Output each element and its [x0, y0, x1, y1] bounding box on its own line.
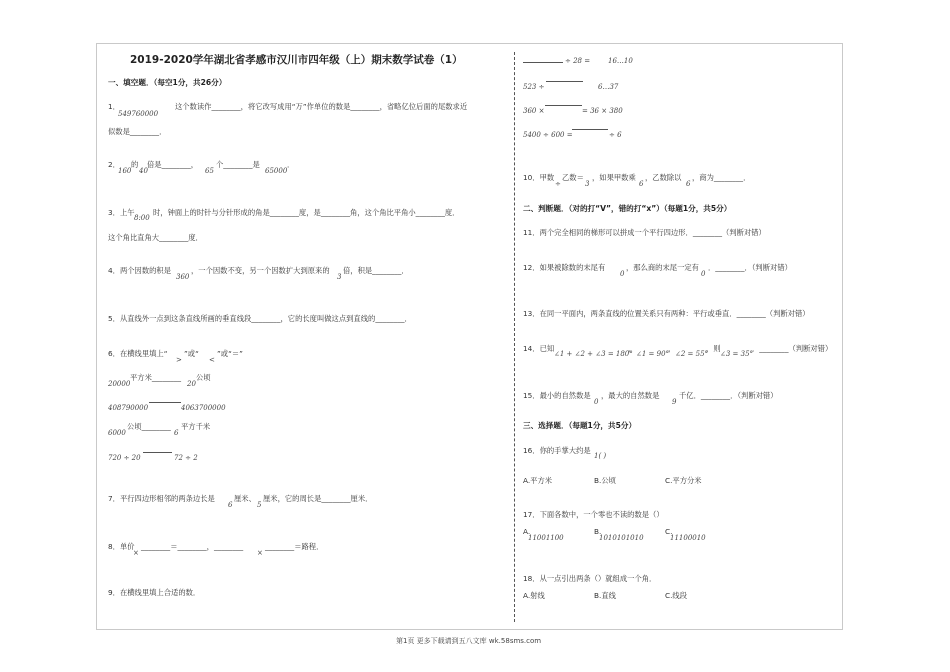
q10-math-div: ÷ — [555, 180, 561, 188]
question-13: 13．在同一平面内，两条直线的位置关系只有两种：平行或垂直．________（判断对错） — [523, 309, 810, 318]
q4-text-a: 4．两个因数的积是 — [108, 266, 172, 275]
q12-text-a: 12．如果被除数的末尾有 — [523, 263, 606, 272]
q15-text-c: 千亿．________．（判断对错） — [679, 391, 778, 400]
q10-text-d: ，乙数除以 — [645, 173, 682, 182]
q2-text-b: 倍是________， — [147, 160, 199, 169]
q7-text-c: 厘米，它的周长是________厘米． — [263, 494, 373, 503]
q10-text-c: ，如果甲数乘 — [592, 173, 636, 182]
q1-number: 1． — [108, 102, 120, 111]
q6-row4-blank — [143, 452, 172, 453]
q8-text-c: ________＝路程． — [265, 542, 324, 551]
q16-option-c[interactable]: C.平方分米 — [665, 476, 702, 485]
q10-text-b: 乙数＝ — [562, 173, 584, 182]
q12-math-0b: 0 — [701, 270, 706, 278]
q2-text-a: 的 — [131, 160, 139, 169]
q3-text-line2: 这个角比直角大________度． — [108, 233, 203, 242]
q6-text-a: 6．在横线里填上“ — [108, 349, 168, 358]
q2-text-c: 个________是 — [216, 160, 260, 169]
q17-option-a[interactable]: A. — [523, 527, 531, 536]
q9-row4-left: 5400 ÷ 600 = — [523, 131, 573, 139]
q10-math-6b: 6 — [686, 180, 691, 188]
q2-math-65000: 65000 — [265, 167, 288, 175]
q4-text-c: 倍，积是________． — [343, 266, 409, 275]
q9-row1-blank — [523, 62, 563, 63]
question-11: 11．两个完全相同的梯形可以拼成一个平行四边形．________（判断对错） — [523, 228, 766, 237]
page-footer: 第1页 更多下载请到五八文库 wk.58sms.com — [396, 637, 542, 645]
q14-text-e: ．________（判断对错） — [752, 344, 833, 353]
q7-math-6: 6 — [228, 501, 233, 509]
q6-row3-text: 公顷________ — [127, 422, 171, 431]
section-true-false: 二、判断题．（对的打“V”，错的打“x”）（每题1分，共5分） — [523, 204, 732, 213]
q3-math-time: 8:00 — [134, 214, 150, 222]
q6-row1-value: 20000 — [108, 380, 131, 388]
q12-text-b: ，那么商的末尾一定有 — [626, 263, 699, 272]
q9-row3-left: 360 × — [523, 107, 545, 115]
q4-math-3: 3 — [337, 273, 342, 281]
q2-math-160: 160 — [118, 167, 132, 175]
q6-symbol-less: < — [209, 356, 215, 364]
q14-text-d: ，则 — [706, 344, 721, 353]
q4-text-b: ，一个因数不变，另一个因数扩大到原来的 — [191, 266, 330, 275]
q14-math-angle2: ∠2 = 55° — [675, 350, 709, 358]
q2-number: 2． — [108, 160, 120, 169]
section-multiple-choice: 三、选择题．（每题1分，共5分） — [523, 421, 637, 430]
q6-row4-right: 72 ÷ 2 — [174, 454, 198, 462]
q8-text-b: ________＝________，________ — [141, 542, 244, 551]
q8-times-1: × — [133, 549, 139, 557]
q9-row1-result: 16…10 — [608, 57, 633, 65]
q12-math-0a: 0 — [620, 270, 625, 278]
section-fill-in: 一、填空题．（每空1分，共26分） — [108, 78, 227, 87]
q9-row1-op: ÷ 28 = — [565, 57, 591, 65]
q3-text-b: 时，钟面上的时针与分针形成的角是________度，是________角，这个角比平角小________度． — [153, 208, 460, 217]
q12-text-c: ．________．（判断对错） — [708, 263, 792, 272]
q16-option-a[interactable]: A.平方米 — [523, 476, 553, 485]
question-5: 5．从直线外一点到这条直线所画的垂直线段________，它的长度叫做这点到直线的________． — [108, 314, 412, 323]
q15-text-b: ，最大的自然数是 — [601, 391, 660, 400]
q6-row3-value2: 6 — [174, 429, 179, 437]
q1-text-line2: 似数是________． — [108, 127, 167, 136]
q1-text: 这个数读作________，将它改写成用“万”作单位的数是________，省略亿位后面的尾数求近 — [175, 102, 468, 111]
q9-row2-result: 6…37 — [598, 83, 619, 91]
q6-row3-value: 6000 — [108, 429, 126, 437]
q15-math-0: 0 — [594, 398, 599, 406]
q10-text-e: ，商为________． — [692, 173, 751, 182]
q10-math-6a: 6 — [639, 180, 644, 188]
q4-math-360: 360 — [176, 273, 190, 281]
q1-math-number: 549760000 — [118, 110, 159, 118]
q3-text-a: 3．上午 — [108, 208, 135, 217]
q14-text-c: ， — [668, 344, 676, 353]
q6-row2-right: 4063700000 — [181, 404, 226, 412]
q18-text: 18．从一点引出两条（）就组成一个角． — [523, 574, 657, 583]
q14-text-b: ， — [628, 344, 636, 353]
q9-row2-blank — [546, 81, 583, 82]
q9-row4-blank — [572, 129, 608, 130]
q6-symbol-greater: > — [176, 356, 182, 364]
q8-times-2: × — [257, 549, 263, 557]
q16-option-b[interactable]: B.公顷 — [594, 476, 616, 485]
q6-text-c: ”或“＝” — [217, 349, 243, 358]
q9-row3-blank — [545, 105, 582, 106]
q14-math-angle1: ∠1 = 90° — [636, 350, 670, 358]
q6-row1-text: 平方米________ — [130, 373, 182, 382]
q15-math-9: 9 — [672, 398, 677, 406]
q6-row2-left: 408790000 — [108, 404, 149, 412]
q17-option-c[interactable]: C. — [665, 527, 673, 536]
q9-row2-left: 523 ÷ — [523, 83, 545, 91]
q2-math-65: 65 — [205, 167, 214, 175]
q17-option-a-value: 11001100 — [528, 534, 564, 542]
q18-option-b[interactable]: B.直线 — [594, 591, 616, 600]
q7-text-a: 7．平行四边形相邻的两条边长是 — [108, 494, 215, 503]
q16-math: 1( ) — [594, 452, 607, 460]
q14-text-a: 14．已知 — [523, 344, 555, 353]
q15-text-a: 15．最小的自然数是 — [523, 391, 591, 400]
q6-row2-blank — [149, 402, 181, 403]
q10-math-3: 3 — [585, 180, 590, 188]
q10-text-a: 10．甲数 — [523, 173, 555, 182]
q6-row3-unit: 平方千米 — [181, 422, 211, 431]
q8-text-a: 8．单价 — [108, 542, 135, 551]
q17-option-c-value: 11100010 — [670, 534, 706, 542]
q6-text-b: ”或“ — [184, 349, 199, 358]
q2-text-d: ． — [287, 160, 295, 169]
q16-text: 16．你的手掌大约是 — [523, 446, 591, 455]
q18-option-a[interactable]: A.射线 — [523, 591, 545, 600]
page-title: 2019-2020学年湖北省孝感市汉川市四年级（上）期末数学试卷（1） — [130, 54, 463, 66]
question-9: 9．在横线里填上合适的数． — [108, 588, 201, 597]
q6-row1-unit: 公顷 — [196, 373, 211, 382]
q9-row3-right: = 36 × 380 — [582, 107, 623, 115]
q18-option-c[interactable]: C.线段 — [665, 591, 688, 600]
q14-math-sum: ∠1 + ∠2 + ∠3 = 180° — [554, 350, 633, 358]
q9-row4-right: ÷ 6 — [609, 131, 622, 139]
q17-option-b[interactable]: B. — [594, 527, 602, 536]
q2-math-40: 40 — [139, 167, 148, 175]
q7-text-b: 厘米、 — [234, 494, 256, 503]
q7-math-5: 5 — [257, 501, 262, 509]
column-divider — [514, 52, 515, 622]
q6-row4-left: 720 ÷ 20 — [108, 454, 141, 462]
q17-text: 17．下面各数中，一个零也不读的数是（） — [523, 510, 664, 519]
q6-row1-value2: 20 — [187, 380, 196, 388]
q14-math-angle3: ∠3 = 35° — [720, 350, 754, 358]
q17-option-b-value: 1010101010 — [599, 534, 644, 542]
